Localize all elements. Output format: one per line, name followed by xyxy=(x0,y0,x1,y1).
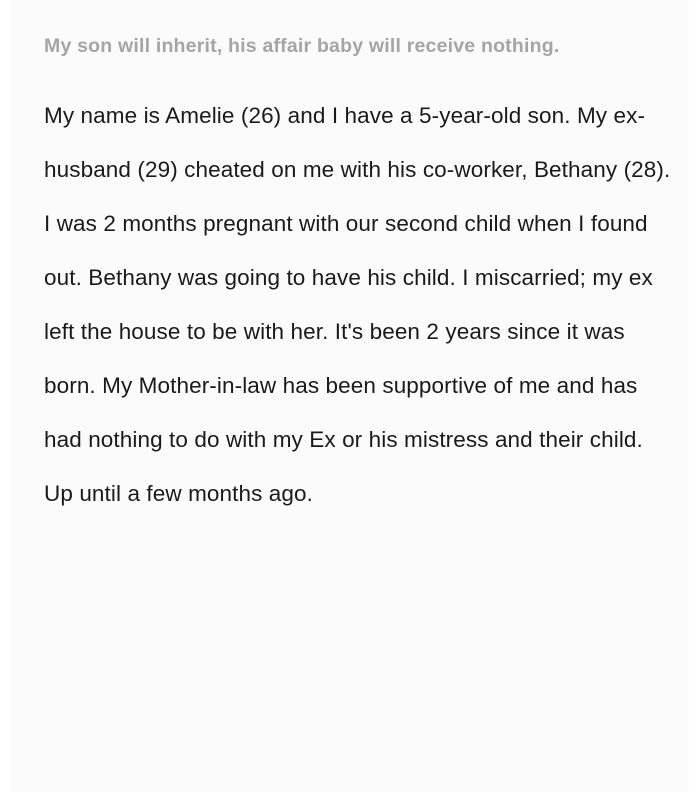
page-title: My son will inherit, his affair baby will receive nothing. xyxy=(44,35,560,57)
right-margin xyxy=(689,0,700,792)
left-margin xyxy=(0,0,11,792)
article-body-text: My name is Amelie (26) and I have a 5-year-old son. My ex-husband (29) cheated on me with his co-worker, Bethany (28). I was 2 months pregnant with our second child when I found out. Bethany was going to have his child. I miscarried; my ex left the house to be with her. It's been 2 years since it was born. My Mother-in-law has been supportive of me and has had nothing to do with my Ex or his mistress and their child. Up until a few months ago. xyxy=(44,102,671,506)
article-content xyxy=(44,0,676,521)
